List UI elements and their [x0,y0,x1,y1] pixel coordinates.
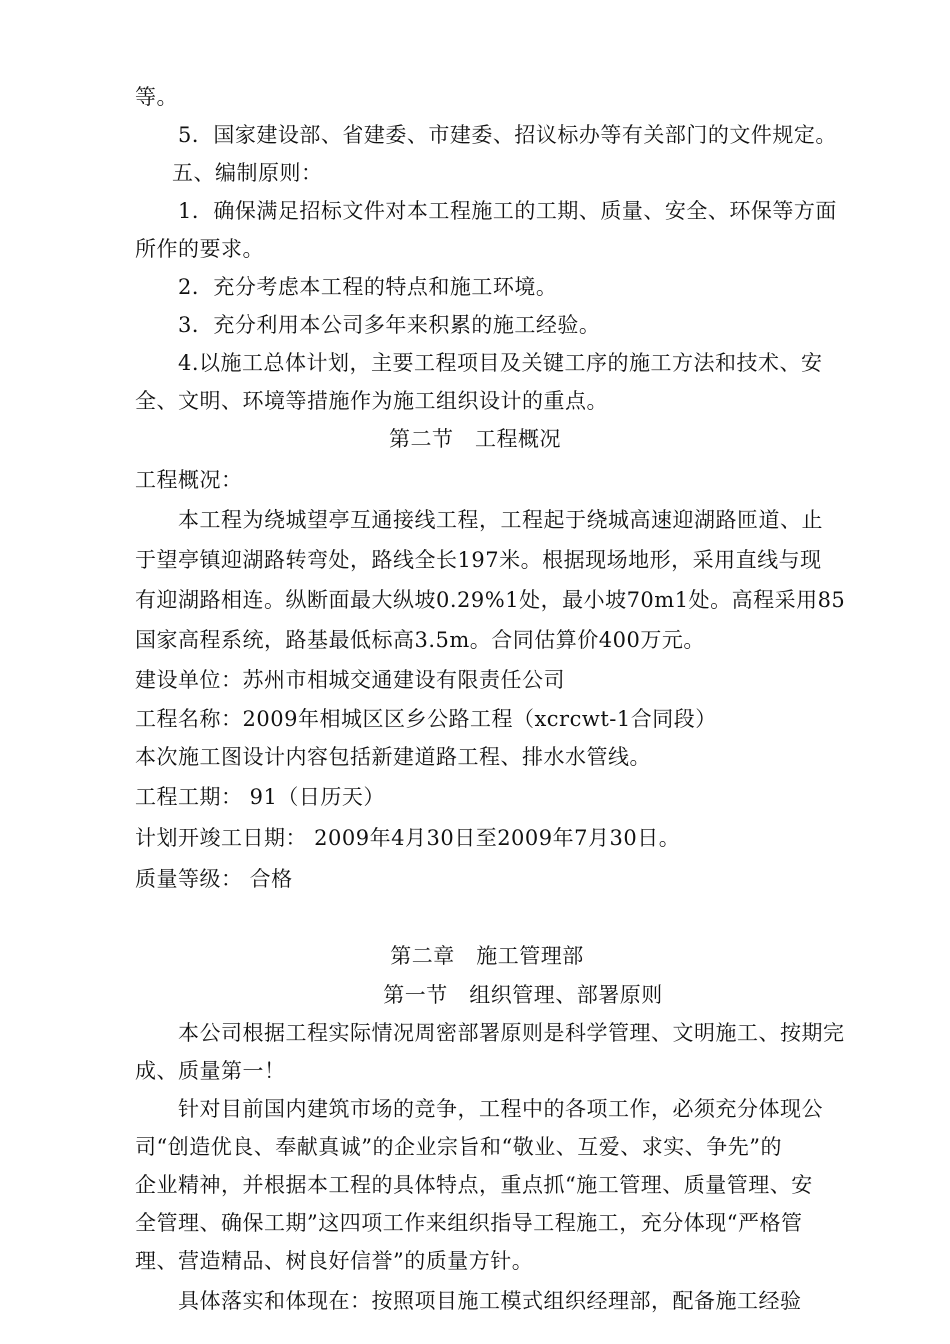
text-line: 国家高程系统，路基最低标高3.5m。合同估算价400万元。 [135,628,705,652]
chapter-title: 第二章 施工管理部 [390,944,584,968]
text-line: 等。 [135,85,178,109]
text-line: 4.以施工总体计划，主要工程项目及关键工序的施工方法和技术、安 [178,351,823,375]
text-line: 计划开竣工日期： 2009年4月30日至2009年7月30日。 [135,826,681,850]
text-line: 建设单位：苏州市相城交通建设有限责任公司 [135,668,565,692]
text-line: 全、文明、环境等措施作为施工组织设计的重点。 [135,389,608,413]
text-line: 全管理、确保工期”这四项工作来组织指导工程施工，充分体现“严格管 [135,1211,803,1235]
text-line: 质量等级： 合格 [135,867,293,891]
text-line: 有迎湖路相连。纵断面最大纵坡0.29%1处，最小坡70m1处。高程采用85 [135,588,846,612]
text-line: 企业精神，并根据本工程的具体特点，重点抓“施工管理、质量管理、安 [135,1173,813,1197]
text-line: 2．充分考虑本工程的特点和施工环境。 [178,275,558,299]
text-line: 本工程为绕城望亭互通接线工程，工程起于绕城高速迎湖路匝道、止 [178,508,823,532]
text-line: 司“创造优良、奉献真诚”的企业宗旨和“敬业、互爱、求实、争先”的 [135,1135,782,1159]
section-title: 第二节 工程概况 [389,427,561,451]
text-line: 针对目前国内建筑市场的竞争，工程中的各项工作，必须充分体现公 [178,1097,823,1121]
text-line: 所作的要求。 [135,237,264,261]
text-line: 工程工期： 91（日历天） [135,785,385,809]
section-heading: 五、编制原则： [172,161,323,185]
text-line: 于望亭镇迎湖路转弯处，路线全长197米。根据现场地形，采用直线与现 [135,548,822,572]
text-line: 工程概况： [135,468,243,492]
section-title: 第一节 组织管理、部署原则 [383,983,663,1007]
text-line: 成、质量第一！ [135,1059,286,1083]
text-line: 1．确保满足招标文件对本工程施工的工期、质量、安全、环保等方面 [178,199,837,223]
text-line: 具体落实和体现在：按照项目施工模式组织经理部，配备施工经验 [178,1289,802,1313]
text-line: 3．充分利用本公司多年来积累的施工经验。 [178,313,601,337]
text-line: 工程名称：2009年相城区区乡公路工程（xcrcwt-1合同段） [135,707,717,731]
text-line: 本次施工图设计内容包括新建道路工程、排水水管线。 [135,745,651,769]
text-line: 5．国家建设部、省建委、市建委、招议标办等有关部门的文件规定。 [178,123,837,147]
text-line: 本公司根据工程实际情况周密部署原则是科学管理、文明施工、按期完 [178,1021,845,1045]
text-line: 理、营造精品、树良好信誉”的质量方针。 [135,1249,534,1273]
